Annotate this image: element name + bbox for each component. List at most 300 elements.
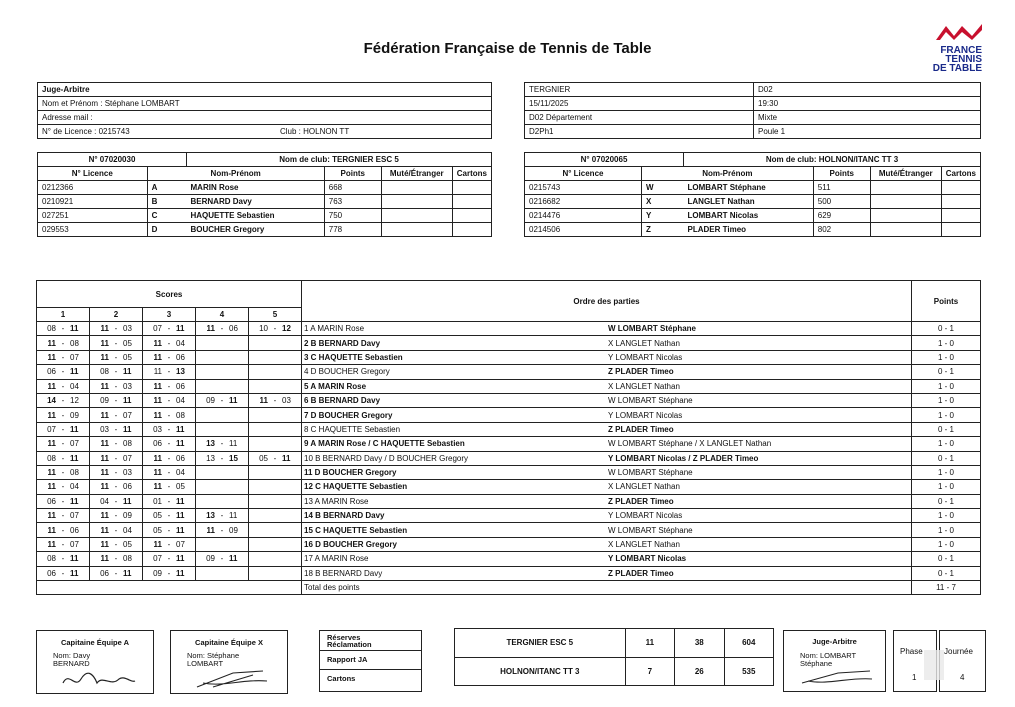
set-score-home: 07 — [37, 422, 59, 436]
journee-label: Journée — [944, 647, 973, 656]
game-points: 1 - 0 — [912, 523, 981, 537]
set-score-dash: - — [111, 393, 121, 407]
set-score-dash: - — [111, 350, 121, 364]
player-row — [38, 223, 492, 237]
set-score-dash: - — [164, 437, 174, 451]
set-score-dash — [270, 379, 280, 393]
referee-table — [37, 82, 492, 139]
summary-team-a-v2: 38 — [675, 629, 724, 658]
set-score-dash — [217, 465, 227, 479]
set-score-home: 13 — [196, 451, 218, 465]
match-info-table — [524, 82, 981, 139]
set-score-dash — [270, 537, 280, 551]
game-away: X LANGLET Nathan — [606, 336, 912, 350]
game-away: Y LOMBART Nicolas / Z PLADER Timeo — [606, 451, 912, 465]
player-licence: 0210921 — [38, 195, 148, 209]
set-score-away: 11 — [68, 566, 90, 580]
game-points: 1 - 0 — [912, 437, 981, 451]
set-score-dash: - — [164, 480, 174, 494]
player-cards — [452, 209, 491, 223]
game-away: W LOMBART Stéphane — [606, 322, 912, 336]
set-score-dash: - — [111, 336, 121, 350]
set-score-dash: - — [217, 393, 227, 407]
set-score-away — [280, 465, 302, 479]
set-score-dash: - — [164, 494, 174, 508]
total-value: 11 - 7 — [912, 581, 981, 595]
player-mute — [381, 181, 452, 195]
set-score-away — [280, 537, 302, 551]
player-mute — [381, 209, 452, 223]
set-score-away — [227, 465, 249, 479]
player-cards — [941, 195, 980, 209]
team-x-header-points: Points — [813, 167, 870, 181]
set-score-dash — [217, 379, 227, 393]
set-score-dash: - — [111, 552, 121, 566]
set-score-dash: - — [111, 537, 121, 551]
game-away: X LANGLET Nathan — [606, 537, 912, 551]
set-score-dash: - — [58, 336, 68, 350]
set-score-dash: - — [164, 566, 174, 580]
player-points: 763 — [324, 195, 381, 209]
page-title: Fédération Française de Tennis de Table — [363, 40, 652, 57]
set-score-home: 11 — [90, 408, 112, 422]
set-score-home — [196, 566, 218, 580]
points-header: Points — [912, 281, 981, 322]
set-score-home: 01 — [143, 494, 165, 508]
game-points: 0 - 1 — [912, 566, 981, 580]
set-score-away: 11 — [68, 552, 90, 566]
set-score-home: 11 — [90, 437, 112, 451]
player-licence: 0214506 — [525, 223, 642, 237]
set-score-away: 08 — [68, 336, 90, 350]
team-a-club: Nom de club: TERGNIER ESC 5 — [187, 153, 492, 167]
game-points: 1 - 0 — [912, 336, 981, 350]
captain-x-prenom: LOMBART — [187, 659, 224, 668]
footer-referee-nom: Nom: LOMBART — [800, 651, 857, 660]
summary-team-a-v3: 604 — [724, 629, 774, 658]
set-score-home: 04 — [90, 494, 112, 508]
player-name: LOMBART Stéphane — [684, 181, 814, 195]
set-score-dash: - — [58, 494, 68, 508]
set-score-dash: - — [58, 365, 68, 379]
set-score-dash — [270, 523, 280, 537]
set-score-home: 06 — [37, 494, 59, 508]
set-score-home: 11 — [37, 523, 59, 537]
fftt-logo — [926, 22, 984, 80]
player-row — [38, 195, 492, 209]
set-score-home — [249, 465, 271, 479]
set-score-dash: - — [111, 509, 121, 523]
game-row — [37, 379, 981, 393]
set-score-dash — [270, 350, 280, 364]
game-away: W LOMBART Stéphane — [606, 393, 912, 407]
set-score-dash — [270, 509, 280, 523]
team-a-table — [37, 152, 492, 237]
set-score-dash: - — [164, 451, 174, 465]
set-score-home: 11 — [37, 480, 59, 494]
set-score-away: 13 — [174, 365, 196, 379]
match-division: D02 — [754, 83, 981, 97]
match-level: D02 Département — [525, 111, 754, 125]
set-score-home — [196, 422, 218, 436]
set-score-home: 14 — [37, 393, 59, 407]
team-x-header-cards: Cartons — [941, 167, 980, 181]
set-score-dash — [270, 480, 280, 494]
game-home: 3 C HAQUETTE Sebastien — [302, 350, 607, 364]
set-score-away: 06 — [121, 480, 143, 494]
set-score-away: 07 — [68, 437, 90, 451]
player-letter: D — [147, 223, 186, 237]
set-score-dash — [270, 494, 280, 508]
player-name: BOUCHER Gregory — [187, 223, 325, 237]
captain-x-title: Capitaine Équipe X — [195, 638, 263, 647]
set-score-home: 11 — [37, 509, 59, 523]
set-score-dash: - — [111, 480, 121, 494]
summary-team-a: TERGNIER ESC 5 — [455, 629, 626, 658]
set-score-dash: - — [58, 509, 68, 523]
set-score-dash — [217, 480, 227, 494]
player-licence: 0215743 — [525, 181, 642, 195]
player-mute — [870, 181, 941, 195]
player-letter: Y — [641, 209, 683, 223]
set-score-away: 04 — [121, 523, 143, 537]
game-home: 11 D BOUCHER Gregory — [302, 465, 607, 479]
captain-a-signature — [59, 669, 139, 691]
set-score-home — [196, 365, 218, 379]
player-cards — [452, 223, 491, 237]
set-score-away: 06 — [68, 523, 90, 537]
game-home: 12 C HAQUETTE Sebastien — [302, 480, 607, 494]
set-score-home: 11 — [143, 393, 165, 407]
remarks-cartons: Cartons — [327, 674, 356, 683]
game-home: 15 C HAQUETTE Sebastien — [302, 523, 607, 537]
game-away: W LOMBART Stéphane — [606, 465, 912, 479]
set-score-home — [196, 537, 218, 551]
captain-a-nom: Nom: Davy — [53, 651, 91, 660]
set-score-dash — [270, 566, 280, 580]
set-score-home: 11 — [37, 437, 59, 451]
game-home: 10 B BERNARD Davy / D BOUCHER Gregory — [302, 451, 607, 465]
set-score-away: 15 — [227, 451, 249, 465]
set-score-home: 11 — [196, 523, 218, 537]
set-score-home: 03 — [143, 422, 165, 436]
set-score-dash: - — [164, 365, 174, 379]
game-row — [37, 566, 981, 580]
team-a-number: N° 07020030 — [38, 153, 187, 167]
set-score-home: 11 — [37, 350, 59, 364]
player-points: 778 — [324, 223, 381, 237]
set-score-away: 11 — [227, 393, 249, 407]
match-category: Mixte — [754, 111, 981, 125]
set-score-dash: - — [58, 523, 68, 537]
set-score-away: 11 — [227, 552, 249, 566]
game-home: 14 B BERNARD Davy — [302, 509, 607, 523]
set-score-dash: - — [164, 422, 174, 436]
set-score-home: 13 — [196, 437, 218, 451]
set-score-home: 05 — [143, 523, 165, 537]
set-score-away: 04 — [68, 480, 90, 494]
set-score-away: 08 — [68, 465, 90, 479]
player-licence: 0214476 — [525, 209, 642, 223]
logo-text-3: DE TABLE — [932, 63, 982, 74]
game-points: 1 - 0 — [912, 350, 981, 364]
set-score-dash: - — [58, 465, 68, 479]
set-score-away: 07 — [121, 451, 143, 465]
set-score-away: 11 — [68, 322, 90, 336]
set-score-away: 03 — [280, 393, 302, 407]
summary-team-a-v1: 11 — [625, 629, 674, 658]
match-phase: D2Ph1 — [525, 125, 754, 139]
set-score-away — [227, 408, 249, 422]
player-name: MARIN Rose — [187, 181, 325, 195]
set-score-away — [280, 509, 302, 523]
set-number: 1 — [37, 308, 90, 322]
set-score-away — [280, 480, 302, 494]
set-score-home: 11 — [90, 465, 112, 479]
set-score-home: 11 — [90, 336, 112, 350]
set-score-home — [249, 365, 271, 379]
logo-text-2: TENNIS — [945, 54, 982, 65]
set-score-dash: - — [164, 350, 174, 364]
set-score-dash: - — [217, 523, 227, 537]
player-name: PLADER Timeo — [684, 223, 814, 237]
set-score-away — [227, 365, 249, 379]
set-number: 3 — [143, 308, 196, 322]
set-score-home: 11 — [90, 379, 112, 393]
set-score-home: 08 — [90, 365, 112, 379]
set-score-home — [249, 408, 271, 422]
set-score-away: 06 — [174, 379, 196, 393]
player-cards — [941, 181, 980, 195]
set-score-away: 11 — [68, 422, 90, 436]
player-cards — [941, 209, 980, 223]
set-score-away — [227, 480, 249, 494]
set-score-dash: - — [111, 451, 121, 465]
set-score-dash: - — [217, 322, 227, 336]
set-score-away — [280, 494, 302, 508]
set-score-home: 11 — [90, 552, 112, 566]
total-label: Total des points — [302, 581, 912, 595]
game-away: X LANGLET Nathan — [606, 480, 912, 494]
set-score-away: 09 — [68, 408, 90, 422]
team-x-number: N° 07020065 — [525, 153, 684, 167]
set-score-dash — [217, 365, 227, 379]
set-score-dash — [217, 408, 227, 422]
set-score-dash: - — [164, 408, 174, 422]
set-score-home: 11 — [143, 480, 165, 494]
game-away: Z PLADER Timeo — [606, 494, 912, 508]
player-row — [525, 209, 981, 223]
game-away: Z PLADER Timeo — [606, 566, 912, 580]
team-a-header-mute: Muté/Étranger — [381, 167, 452, 181]
game-home: 4 D BOUCHER Gregory — [302, 365, 607, 379]
set-score-home — [249, 566, 271, 580]
order-header: Ordre des parties — [302, 281, 912, 322]
set-score-home — [249, 336, 271, 350]
set-score-home — [249, 437, 271, 451]
game-points: 1 - 0 — [912, 393, 981, 407]
cursor-overlay — [924, 650, 944, 680]
player-points: 629 — [813, 209, 870, 223]
set-score-home: 06 — [37, 566, 59, 580]
game-row — [37, 350, 981, 364]
captain-a-title: Capitaine Équipe A — [60, 638, 130, 647]
set-score-home: 09 — [196, 552, 218, 566]
player-points: 511 — [813, 181, 870, 195]
set-score-dash — [270, 336, 280, 350]
game-home: 7 D BOUCHER Gregory — [302, 408, 607, 422]
set-score-dash: - — [58, 350, 68, 364]
remarks-rapport: Rapport JA — [327, 655, 368, 664]
game-row — [37, 480, 981, 494]
scores-header: Scores — [37, 281, 302, 308]
set-score-home: 11 — [37, 379, 59, 393]
set-score-home: 11 — [143, 379, 165, 393]
set-score-home: 05 — [143, 509, 165, 523]
set-score-dash: - — [164, 552, 174, 566]
set-score-away: 05 — [121, 350, 143, 364]
set-score-dash: - — [111, 566, 121, 580]
set-score-away — [280, 566, 302, 580]
set-score-home: 05 — [249, 451, 271, 465]
set-score-away: 11 — [174, 437, 196, 451]
set-score-home — [196, 350, 218, 364]
set-score-away: 11 — [174, 422, 196, 436]
game-home: 1 A MARIN Rose — [302, 322, 607, 336]
set-score-away: 11 — [174, 509, 196, 523]
game-home: 6 B BERNARD Davy — [302, 393, 607, 407]
set-score-home: 11 — [143, 465, 165, 479]
set-score-home: 11 — [90, 480, 112, 494]
set-score-away: 07 — [68, 509, 90, 523]
set-score-away — [280, 379, 302, 393]
team-x-header-mute: Muté/Étranger — [870, 167, 941, 181]
game-away: Y LOMBART Nicolas — [606, 350, 912, 364]
set-score-dash: - — [111, 465, 121, 479]
set-score-home: 11 — [143, 451, 165, 465]
set-score-dash: - — [58, 393, 68, 407]
footer-referee-box — [783, 630, 886, 692]
team-a-header-points: Points — [324, 167, 381, 181]
referee-heading: Juge-Arbitre — [38, 83, 492, 97]
player-licence: 0212366 — [38, 181, 148, 195]
set-score-dash: - — [270, 322, 280, 336]
player-row — [38, 209, 492, 223]
set-score-dash: - — [58, 379, 68, 393]
game-home: 16 D BOUCHER Gregory — [302, 537, 607, 551]
set-score-dash: - — [217, 451, 227, 465]
team-x-club: Nom de club: HOLNON/ITANC TT 3 — [684, 153, 981, 167]
set-score-away: 11 — [174, 322, 196, 336]
set-score-home — [196, 336, 218, 350]
phase-value: 1 — [912, 673, 917, 682]
set-score-dash: - — [217, 509, 227, 523]
game-home: 17 A MARIN Rose — [302, 552, 607, 566]
set-score-home: 11 — [90, 509, 112, 523]
set-score-away: 03 — [121, 379, 143, 393]
set-score-away — [227, 566, 249, 580]
set-score-away: 11 — [68, 365, 90, 379]
player-letter: Z — [641, 223, 683, 237]
set-score-away — [280, 523, 302, 537]
set-score-home: 11 — [37, 408, 59, 422]
referee-licence: N° de Licence : 0215743 — [38, 125, 277, 139]
set-score-away — [280, 552, 302, 566]
player-name: HAQUETTE Sebastien — [187, 209, 325, 223]
game-points: 0 - 1 — [912, 494, 981, 508]
set-score-home: 06 — [37, 365, 59, 379]
player-row — [525, 223, 981, 237]
set-score-home: 09 — [196, 393, 218, 407]
set-score-home: 09 — [90, 393, 112, 407]
set-score-home: 07 — [143, 322, 165, 336]
summary-team-x: HOLNON/ITANC TT 3 — [455, 657, 626, 686]
set-number: 2 — [90, 308, 143, 322]
set-number: 4 — [196, 308, 249, 322]
set-score-dash — [217, 336, 227, 350]
game-home: 9 A MARIN Rose / C HAQUETTE Sebastien — [302, 437, 607, 451]
set-score-home: 11 — [196, 322, 218, 336]
game-points: 1 - 0 — [912, 509, 981, 523]
set-score-dash — [270, 437, 280, 451]
set-score-home: 11 — [143, 336, 165, 350]
set-score-home — [196, 480, 218, 494]
journee-value: 4 — [960, 673, 965, 682]
set-score-dash: - — [58, 437, 68, 451]
set-score-home — [196, 408, 218, 422]
player-name: LOMBART Nicolas — [684, 209, 814, 223]
game-away: W LOMBART Stéphane — [606, 523, 912, 537]
game-row — [37, 365, 981, 379]
game-row — [37, 451, 981, 465]
journee-box — [939, 630, 986, 692]
set-score-away: 09 — [227, 523, 249, 537]
set-score-home: 06 — [143, 437, 165, 451]
player-name: BERNARD Davy — [187, 195, 325, 209]
game-home: 13 A MARIN Rose — [302, 494, 607, 508]
set-score-away: 08 — [121, 437, 143, 451]
set-score-home: 11 — [143, 408, 165, 422]
game-away: Y LOMBART Nicolas — [606, 408, 912, 422]
set-score-away: 04 — [174, 336, 196, 350]
set-score-dash: - — [164, 322, 174, 336]
game-away: Y LOMBART Nicolas — [606, 552, 912, 566]
set-score-away: 08 — [121, 552, 143, 566]
footer-referee-signature — [798, 667, 878, 687]
set-score-away: 12 — [68, 393, 90, 407]
game-away: X LANGLET Nathan — [606, 379, 912, 393]
game-points: 0 - 1 — [912, 322, 981, 336]
game-row — [37, 494, 981, 508]
set-score-away: 05 — [121, 537, 143, 551]
set-score-home — [249, 537, 271, 551]
set-score-home: 06 — [90, 566, 112, 580]
set-score-away: 11 — [174, 523, 196, 537]
set-score-home — [249, 523, 271, 537]
fftt-logo-mark — [932, 22, 982, 40]
set-score-dash: - — [217, 437, 227, 451]
set-score-away: 07 — [121, 408, 143, 422]
set-score-away: 11 — [280, 451, 302, 465]
set-score-home: 11 — [249, 393, 271, 407]
set-score-away: 07 — [68, 537, 90, 551]
set-score-home — [249, 379, 271, 393]
referee-email: Adresse mail : — [38, 111, 492, 125]
set-score-away: 11 — [227, 509, 249, 523]
total-spacer — [37, 581, 302, 595]
set-score-dash: - — [164, 523, 174, 537]
game-row — [37, 393, 981, 407]
